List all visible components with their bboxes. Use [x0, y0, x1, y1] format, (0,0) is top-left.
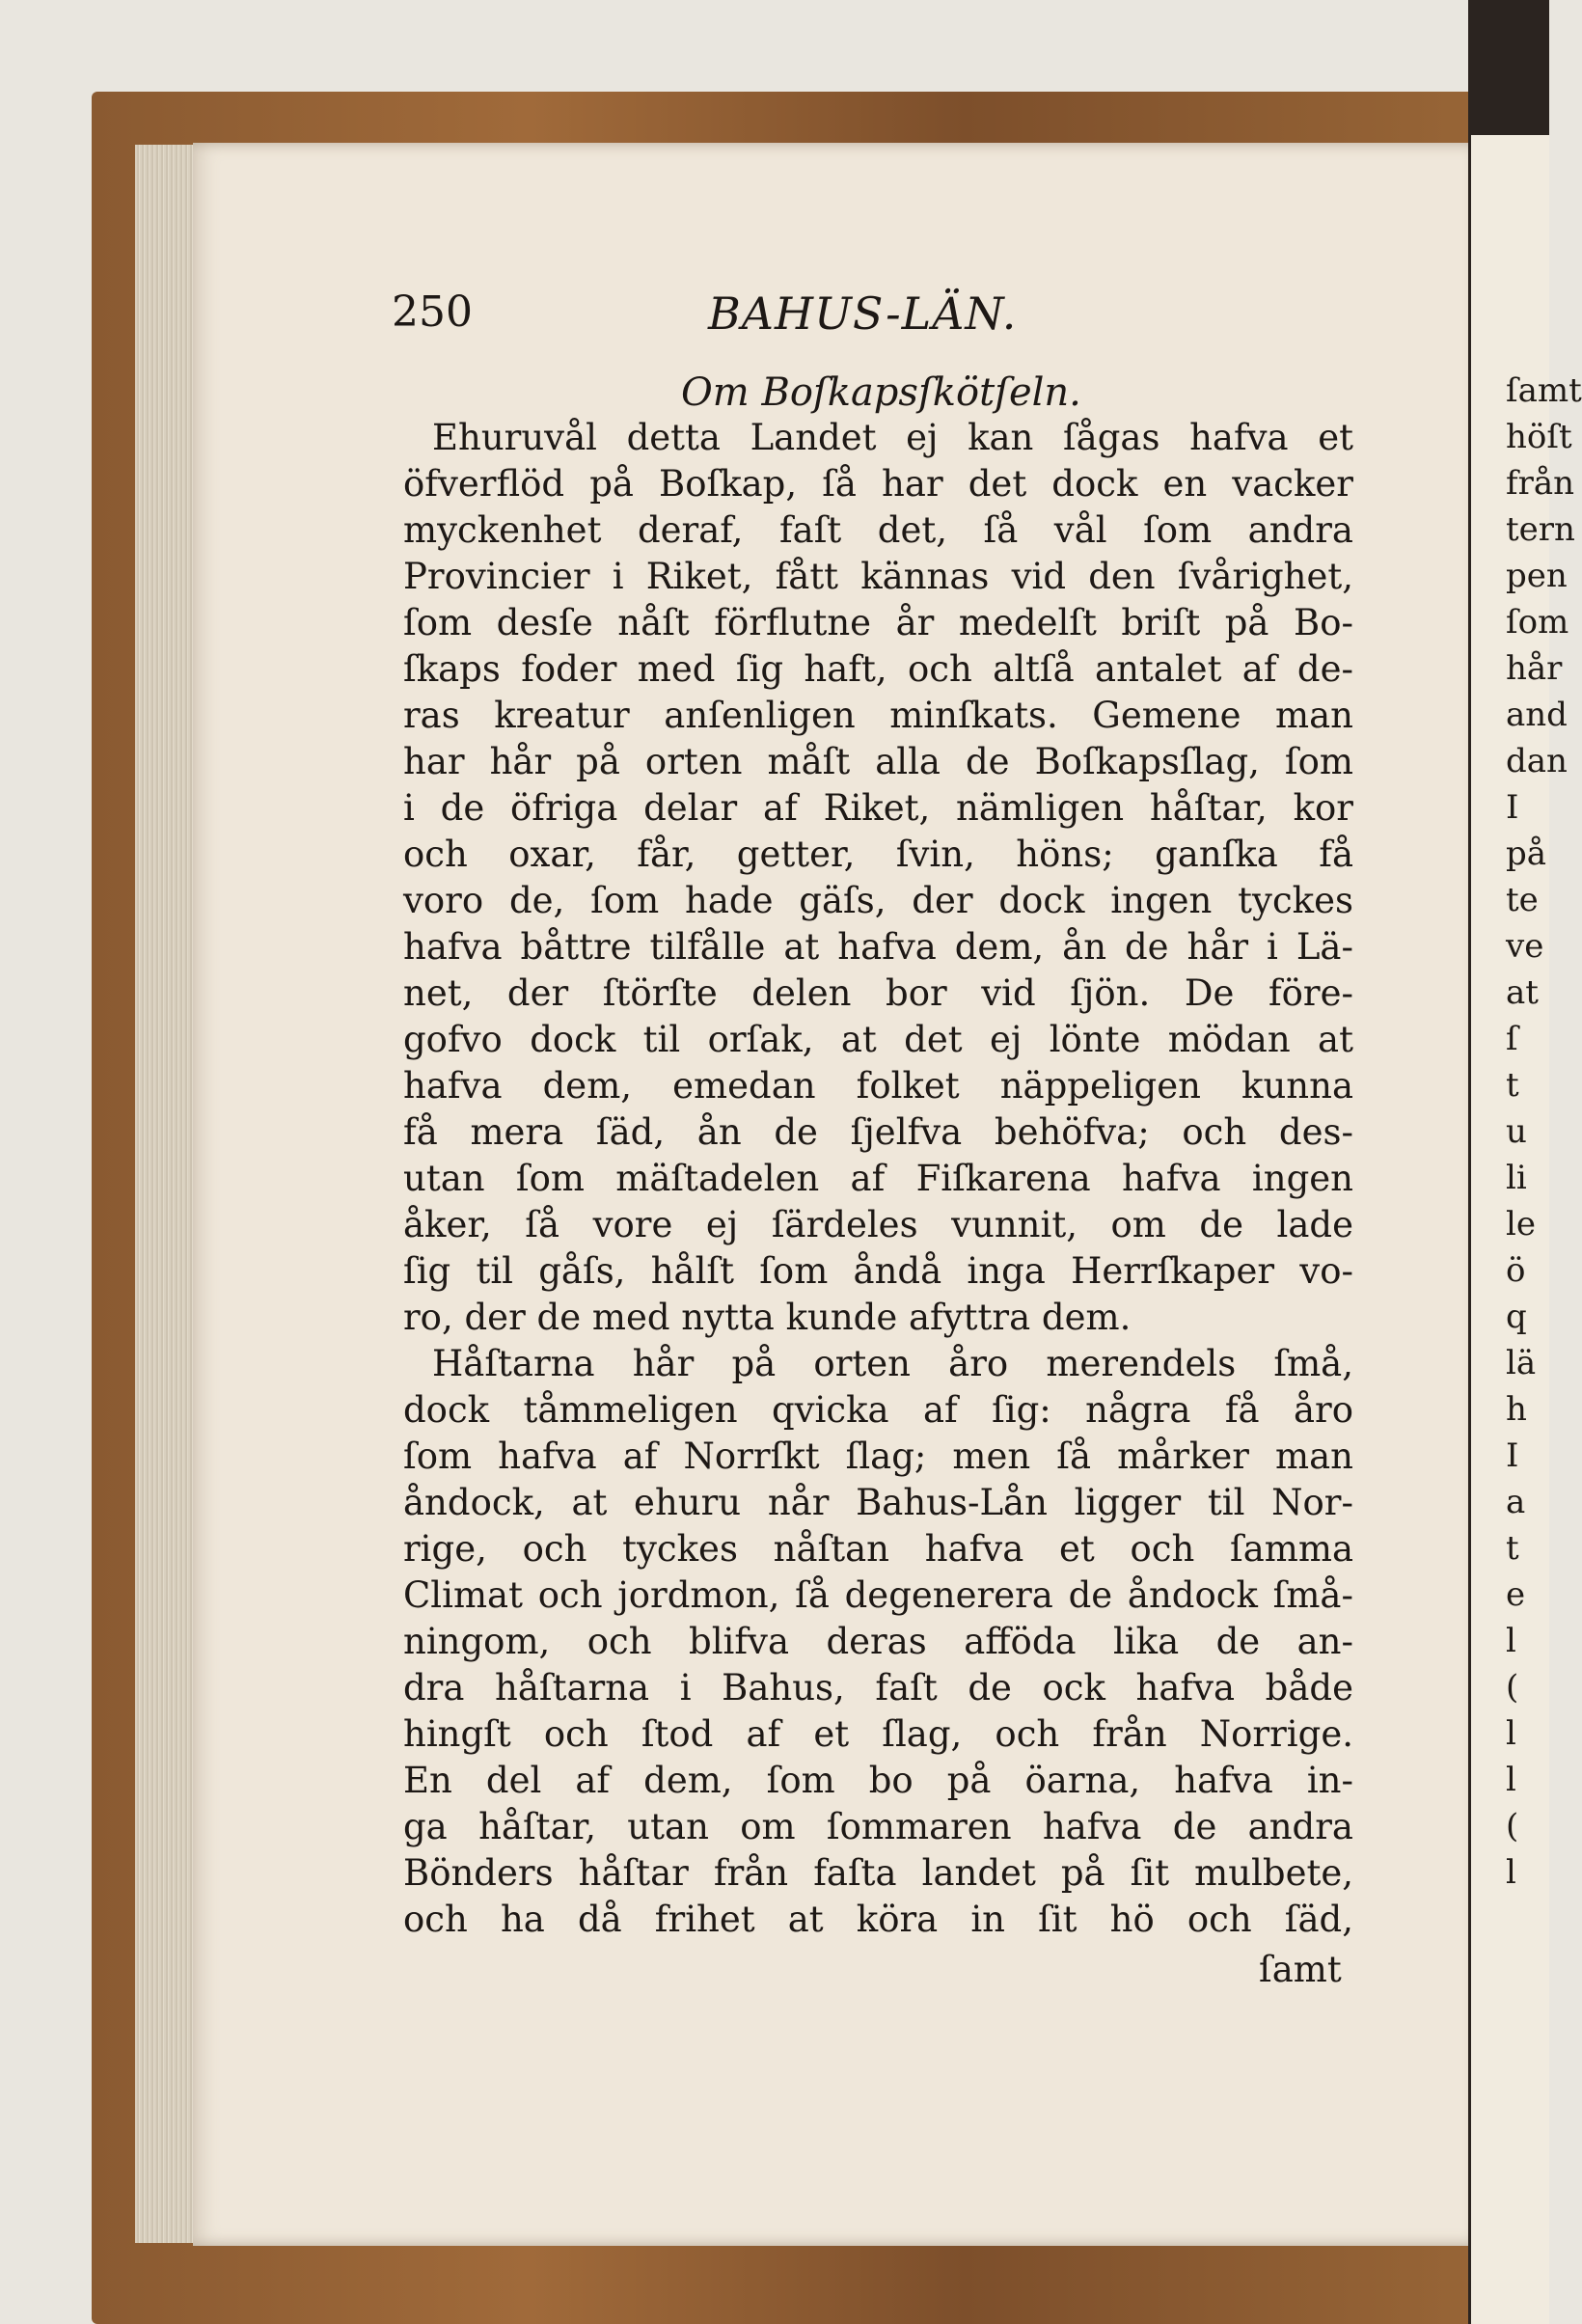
text-line: hafva dem, emedan folket näppeligen kunna — [403, 1065, 1353, 1107]
facing-page-fragment: I — [1506, 1436, 1519, 1475]
facing-page-fragment: I — [1506, 788, 1519, 827]
facing-page-fragment: ( — [1506, 1807, 1519, 1846]
text-line: ro, der de med nytta kunde afyttra dem. — [403, 1297, 1132, 1338]
text-line: dock tåmmeligen qvicka af ſig: några få åro — [403, 1389, 1353, 1431]
facing-page-fragment: l — [1506, 1761, 1516, 1799]
text-line: dra håſtarna i Bahus, faſt de ock hafva både — [403, 1667, 1353, 1709]
running-head: BAHUS-LÄN. — [708, 287, 1018, 340]
text-line: få mera ſäd, ån de ſjelfva behöfva; och des- — [403, 1111, 1353, 1153]
facing-page-fragment: dan — [1506, 742, 1568, 780]
facing-page-fragment: a — [1506, 1483, 1526, 1521]
facing-page-fragment: ſamt — [1506, 371, 1582, 410]
page-edges — [135, 145, 201, 2243]
body-text — [403, 415, 1353, 1943]
text-line: åker, ſå vore ej ſärdeles vunnit, om de lade — [403, 1204, 1353, 1245]
facing-page-fragment: e — [1506, 1575, 1526, 1614]
facing-page-fragment: at — [1506, 973, 1539, 1012]
text-line: En del af dem, ſom bo på öarna, hafva in- — [403, 1760, 1353, 1801]
facing-page-shadow — [1471, 0, 1549, 135]
facing-page-fragment: l — [1506, 1622, 1516, 1660]
text-line: åndock, at ehuru når Bahus-Lån ligger til Nor- — [403, 1482, 1353, 1523]
facing-page-fragment: t — [1506, 1529, 1519, 1568]
facing-page-fragment: ſom — [1506, 603, 1569, 642]
text-line: i de öfriga delar af Riket, nämligen håſtar, kor — [403, 787, 1353, 829]
text-line: voro de, ſom hade gäſs, der dock ingen tyckes — [403, 880, 1353, 921]
facing-page-fragment: pen — [1506, 557, 1568, 595]
facing-page-fragment: u — [1506, 1112, 1527, 1151]
text-line: ningom, och blifva deras afföda lika de an- — [403, 1621, 1353, 1662]
text-line: hafva båttre tilfålle at hafva dem, ån de hår i Lä- — [403, 926, 1353, 968]
facing-page-fragment: ö — [1506, 1251, 1526, 1290]
facing-page-fragment: ve — [1506, 927, 1544, 966]
text-line: myckenhet deraf, faſt det, ſå vål ſom andra — [403, 509, 1353, 551]
page-number: 250 — [392, 287, 473, 337]
facing-page-fragment: på — [1506, 834, 1547, 873]
facing-page-fragment: från — [1506, 464, 1575, 503]
text-line: gofvo dock til orſak, at det ej lönte mödan at — [403, 1019, 1353, 1060]
text-line: öfverflöd på Boſkap, ſå har det dock en vacker — [403, 463, 1353, 505]
facing-page-fragment: l — [1506, 1714, 1516, 1753]
facing-page-fragment: li — [1506, 1159, 1527, 1197]
page-header — [392, 287, 1347, 345]
text-line: ſig til gåſs, hålſt ſom åndå inga Herrſkaper vo- — [403, 1250, 1353, 1292]
text-line: och ha då frihet at köra in ſit hö och ſäd, — [403, 1899, 1353, 1940]
facing-page-fragment: tern — [1506, 510, 1575, 549]
text-line: rige, och tyckes nåſtan hafva et och ſamma — [403, 1528, 1353, 1570]
facing-page-fragment: l — [1506, 1853, 1516, 1892]
text-line: Climat och jordmon, ſå degenerera de åndock ſmå- — [403, 1574, 1353, 1616]
facing-page-fragment: h — [1506, 1390, 1527, 1429]
facing-page-fragment: hår — [1506, 649, 1563, 688]
section-title: Om Boſkapsſkötſeln. — [681, 370, 1081, 415]
facing-page-fragment: lä — [1506, 1344, 1537, 1382]
text-line: Håſtarna hår på orten åro merendels ſmå, — [432, 1343, 1353, 1384]
facing-page-fragment: ( — [1506, 1668, 1519, 1707]
text-line: ſom desſe nåſt förflutne år medelſt briſt på Bo- — [403, 602, 1353, 643]
text-line: utan ſom mäſtadelen af Fiſkarena hafva ingen — [403, 1158, 1353, 1199]
text-line: net, der ſtörſte delen bor vid ſjön. De före- — [403, 972, 1353, 1014]
text-line: Provincier i Riket, fått kännas vid den ſvårighet, — [403, 556, 1353, 597]
text-line: Ehuruvål detta Landet ej kan ſågas hafva et — [432, 417, 1353, 458]
facing-page — [1468, 0, 1582, 2324]
text-line: ſkaps foder med ſig haft, och altſå antalet af de- — [403, 648, 1353, 690]
facing-page-fragment: ſ — [1506, 1020, 1518, 1058]
text-line: ga håſtar, utan om ſommaren hafva de andra — [403, 1806, 1353, 1847]
text-line: Bönders håſtar från faſta landet på ſit mulbete, — [403, 1852, 1353, 1894]
facing-page-fragment: and — [1506, 696, 1568, 734]
facing-page-fragment: q — [1506, 1298, 1527, 1336]
text-line: och oxar, får, getter, ſvin, höns; ganſka få — [403, 834, 1353, 875]
text-line: ſom hafva af Norrſkt ſlag; men ſå mårker man — [403, 1435, 1353, 1477]
facing-page-fragment: te — [1506, 881, 1539, 919]
text-line: hingſt och ſtod af et ſlag, och från Norrige. — [403, 1713, 1353, 1755]
text-line: har hår på orten måſt alla de Boſkapsſlag, ſom — [403, 741, 1353, 782]
text-line: ras kreatur anſenligen minſkats. Gemene man — [403, 695, 1353, 736]
facing-page-fragment: t — [1506, 1066, 1519, 1105]
facing-page-fragment: le — [1506, 1205, 1536, 1244]
facing-page-fragment: höſt — [1506, 418, 1572, 456]
catchword: ſamt — [1259, 1949, 1342, 1990]
